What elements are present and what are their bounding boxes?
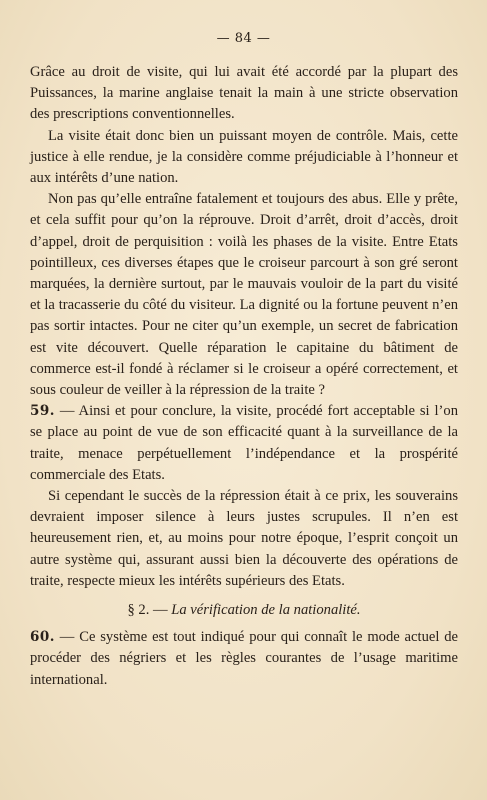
paragraph-5: Si cependant le succès de la répression était à ce prix, les souverains devraient imposer silence à leurs justes scrupules. Il n’en est heureusement rien, et, au moins pour notre époque, l’esprit conçoit un autre système qui, assurant aussi bien la découverte des opérations de traite, respecte mieux les intérêts supérieurs des Etats. — [30, 488, 458, 589]
section-heading-prefix: § 2. — — [127, 602, 172, 619]
paragraph-60-text: — Ce système est tout indiqué pour qui connaît le mode actuel de procéder des négriers et les règles courantes de l’usage maritime international. — [30, 629, 458, 688]
paragraph-number-60: 60. — [30, 629, 55, 646]
page-body-text — [30, 62, 458, 691]
paragraph-2: La visite était donc bien un puissant moyen de contrôle. Mais, cette justice à elle rendue, je la considère comme préjudiciable à l’honneur et aux intérêts d’une nation. — [30, 127, 458, 187]
paragraph-3: Non pas qu’elle entraîne fatalement et toujours des abus. Elle y prête, et cela suffit pour qu’on la réprouve. Droit d’arrêt, droit d’accès, droit d’appel, droit de perquisition : voilà les phases de la visite. Entre Etats pointilleux, ces diverses étapes que le croiseur parcourt à son gré seront marquées, la dernière surtout, par le mauvais vouloir de la part du visité et la tracasserie du côté du visiteur. La dignité ou la fortune peuvent n’en pas sortir intactes. Pour ne citer qu’un exemple, un secret de fabrication est vite découvert. Quelle réparation le capitaine du bâtiment de commerce est-il fondé à réclamer si le croiseur a opéré correctement, et sous couleur de veiller à la répression de la traite ? — [30, 191, 458, 399]
paragraph-59-text: — Ainsi et pour conclure, la visite, procédé fort acceptable si l’on se place au point de vue de son efficacité quant à la surveillance de la traite, menace perpétuellement l’indépendance et la prospérité commerciale des Etats. — [30, 403, 458, 483]
paragraph-1: Grâce au droit de visite, qui lui avait été accordé par la plupart des Puissances, la marine anglaise tenait la main à une stricte observation des prescriptions conventionnelles. — [30, 64, 458, 123]
section-heading — [30, 600, 458, 621]
paragraph-59 — [30, 401, 458, 486]
paragraph-60 — [30, 627, 458, 691]
section-heading-title: La vérification de la nationalité. — [171, 602, 361, 619]
page-number: — 84 — — [216, 31, 271, 46]
paragraph-number-59: 59. — [30, 403, 55, 420]
